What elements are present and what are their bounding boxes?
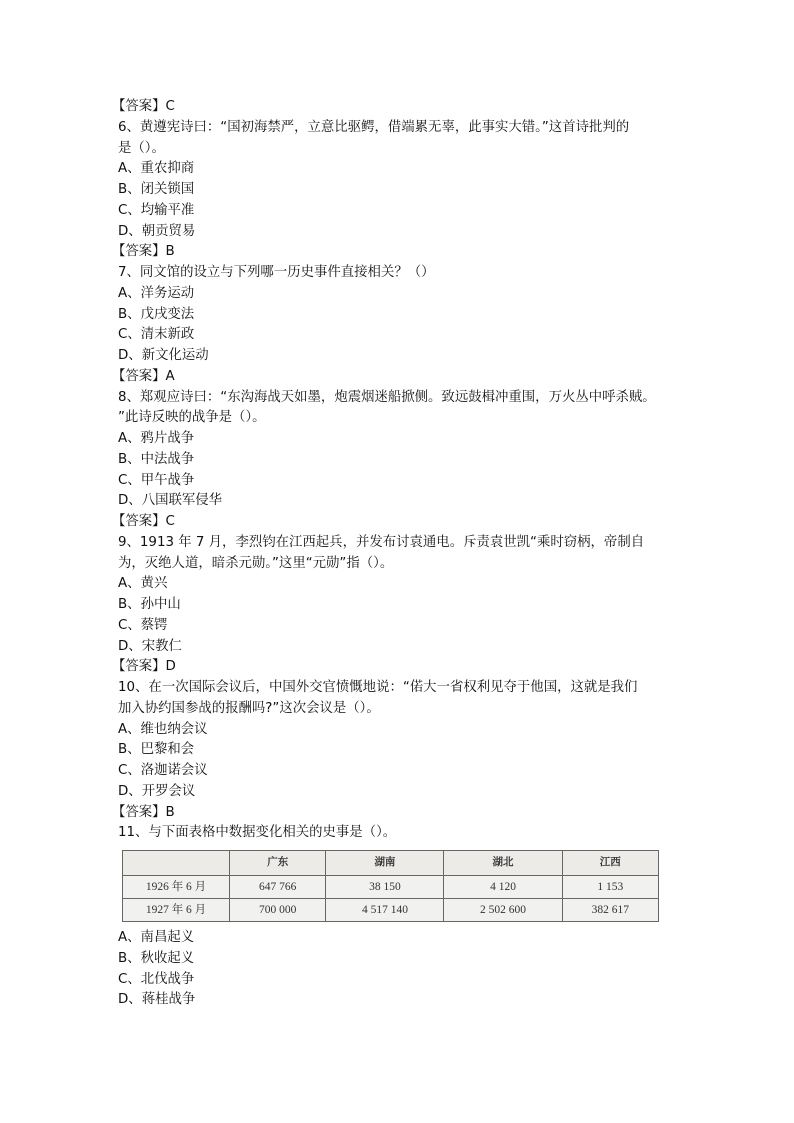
answer-line: 【答案】B	[112, 804, 175, 820]
table-cell: 38 150	[326, 876, 444, 899]
option-d: D、蒋桂战争	[118, 992, 196, 1008]
option-d: D、八国联军侵华	[118, 493, 223, 509]
option-a: A、南昌起义	[118, 930, 195, 945]
option-b: B、中法战争	[118, 451, 195, 467]
option-a: A、黄兴	[118, 576, 168, 592]
option-b: B、戊戌变法	[118, 306, 195, 322]
option-a: A、鸦片战争	[118, 431, 195, 446]
question-stem: 加入协约国参战的报酬吗?”这次会议是（）。	[118, 700, 380, 716]
table-cell: 1 153	[562, 876, 658, 899]
option-b: B、孙中山	[118, 597, 181, 612]
option-c: C、北伐战争	[118, 971, 195, 987]
option-c: C、洛迦诺会议	[118, 763, 208, 778]
table-cell: 700 000	[230, 899, 326, 922]
table-row	[123, 876, 659, 899]
question-stem: ”此诗反映的战争是（）。	[118, 410, 266, 426]
question-block	[112, 678, 672, 823]
answer-line: 【答案】C	[112, 99, 175, 114]
option-c: C、均输平准	[118, 202, 195, 218]
option-d: D、开罗会议	[118, 783, 196, 799]
question-stem: 8、郑观应诗曰：“东沟海战天如墨，炮震烟迷船掀侧。致远鼓楫冲重围，万火丛中呼杀贼。	[118, 389, 656, 405]
option-b: B、巴黎和会	[118, 742, 195, 758]
question-block	[112, 263, 672, 388]
question-stem: 9、1913 年 7 月，李烈钧在江西起兵，并发布讨袁通电。斥责袁世凯“乘时窃柄，帝制自	[118, 534, 645, 550]
option-d: D、朝贡贸易	[118, 223, 196, 239]
question-block	[112, 533, 672, 678]
option-c: C、甲午战争	[118, 472, 195, 488]
option-a: A、维也纳会议	[118, 721, 208, 737]
question-block	[112, 823, 672, 1011]
option-b: B、闭关锁国	[118, 182, 195, 197]
question-block	[112, 118, 672, 263]
data-table	[122, 850, 659, 922]
table-cell: 2 502 600	[444, 899, 562, 922]
table-header-cell: 湖北	[444, 851, 562, 876]
answer-line: 【答案】D	[112, 659, 176, 675]
table-header-cell: 湖南	[326, 851, 444, 876]
question-stem: 为，灭绝人道，暗杀元勋。”这里“元勋”指（）。	[118, 555, 394, 571]
question-stem: 11、与下面表格中数据变化相关的史事是（）。	[118, 825, 397, 841]
answer-line: 【答案】C	[112, 514, 175, 529]
question-stem: 是（）。	[118, 140, 165, 156]
answer-line: 【答案】B	[112, 244, 175, 260]
table-cell: 1926 年 6 月	[123, 876, 230, 899]
table-header-row	[123, 851, 659, 876]
option-c: C、清末新政	[118, 327, 195, 343]
table-cell: 647 766	[230, 876, 326, 899]
option-d: D、新文化运动	[118, 348, 209, 363]
table-row	[123, 899, 659, 922]
option-d: D、宋教仁	[118, 638, 182, 654]
question-block	[112, 388, 672, 533]
table-cell: 1927 年 6 月	[123, 899, 230, 922]
table-cell: 382 617	[562, 899, 658, 922]
option-c: C、蔡锷	[118, 617, 168, 633]
document-page	[112, 97, 672, 1011]
option-a: A、重农抑商	[118, 161, 195, 177]
answer-line: 【答案】A	[112, 368, 175, 384]
question-stem: 6、黄遵宪诗曰：“国初海禁严，立意比驱鳄，借端累无辜，此事实大错。”这首诗批判的	[118, 119, 630, 135]
table-header-cell	[123, 851, 230, 876]
question-stem: 7、同文馆的设立与下列哪一历史事件直接相关？（）	[118, 265, 435, 280]
table-header-cell: 广东	[230, 851, 326, 876]
table-cell: 4 517 140	[326, 899, 444, 922]
table-cell: 4 120	[444, 876, 562, 899]
option-a: A、洋务运动	[118, 285, 195, 301]
table-header-cell: 江西	[562, 851, 658, 876]
question-stem: 10、在一次国际会议后，中国外交官愤慨地说：“偌大一省权利见夺于他国，这就是我们	[118, 680, 638, 695]
option-b: B、秋收起义	[118, 950, 195, 966]
